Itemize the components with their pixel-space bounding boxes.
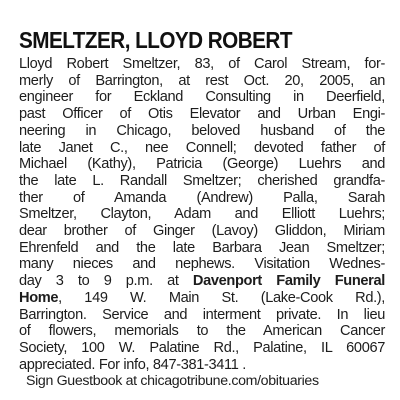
obituary-line: past Officer of Otis Elevator and Urban Engi- <box>19 106 385 123</box>
obituary-line: ther of Amanda (Andrew) Palla, Sarah <box>19 189 385 206</box>
obituary <box>19 27 385 390</box>
obituary-line: of flowers, memorials to the American Cancer <box>19 323 385 340</box>
obituary-line: neering in Chicago, beloved husband of the <box>19 122 385 139</box>
obituary-line: merly of Barrington, at rest Oct. 20, 2005, an <box>19 72 385 89</box>
visitation-text: day 3 to 9 p.m. at <box>19 273 179 290</box>
obituary-line: Michael (Kathy), Patricia (George) Luehrs and <box>19 156 385 173</box>
obituary-line: Smeltzer, Clayton, Adam and Elliott Luehrs; <box>19 206 385 223</box>
obituary-body <box>19 56 385 373</box>
obituary-line: dear brother of Ginger (Lavoy) Gliddon, Miriam <box>19 223 385 240</box>
obituary-line: engineer for Eckland Consulting in Deerfield, <box>19 89 385 106</box>
obituary-line: Society, 100 W. Palatine Rd., Palatine, IL 60067 <box>19 339 385 356</box>
funeral-home-name: Davenport Family Funeral <box>192 273 385 290</box>
obituary-line: Barrington. Service and interment private. In lieu <box>19 306 385 323</box>
obituary-line: late Janet C., nee Connell; devoted father of <box>19 139 385 156</box>
obituary-name: SMELTZER, LLOYD ROBERT <box>19 27 292 53</box>
obituary-line: Lloyd Robert Smeltzer, 83, of Carol Stream, for- <box>19 56 385 72</box>
funeral-home-name-end: Home <box>19 289 59 306</box>
funeral-home-address: , 149 W. Main St. (Lake-Cook Rd.), <box>58 289 385 306</box>
obituary-line: the late L. Randall Smeltzer; cherished grandfa- <box>19 172 385 189</box>
obituary-line: many nieces and nephews. Visitation Wednes- <box>19 256 385 273</box>
obituary-line-address <box>19 290 385 307</box>
obituary-line: Ehrenfeld and the late Barbara Jean Smeltzer; <box>19 239 385 256</box>
obituary-line: appreciated. For info, 847-381-3411 . <box>19 356 246 373</box>
guestbook-note: Sign Guestbook at chicagotribune.com/obituaries <box>26 373 319 390</box>
obituary-line-visitation <box>19 273 385 290</box>
